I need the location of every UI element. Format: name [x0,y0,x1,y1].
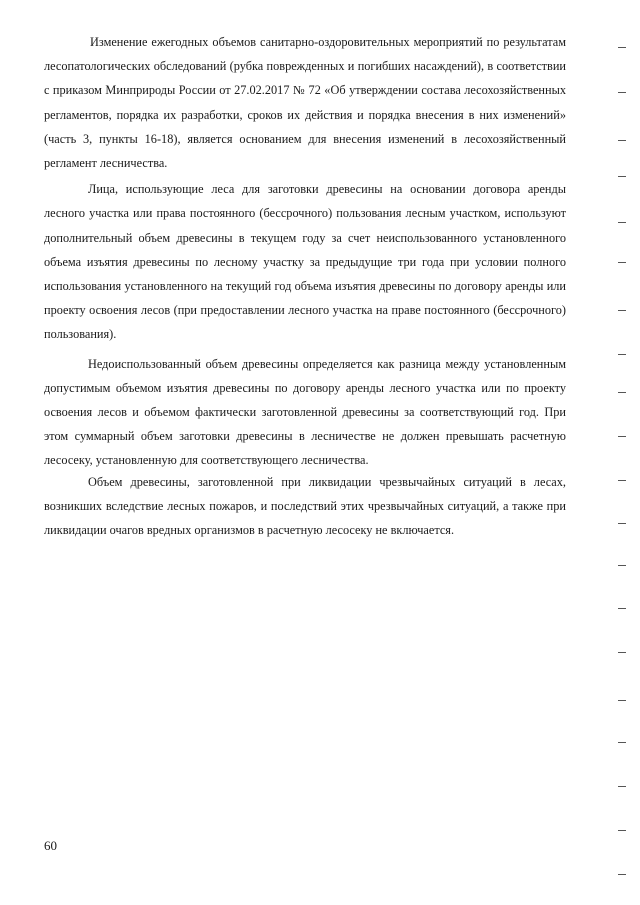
edge-mark [618,874,626,875]
scan-edge-marks [612,0,628,905]
edge-mark [618,47,626,48]
document-body [44,30,566,542]
edge-mark [618,222,626,223]
edge-mark [618,523,626,524]
edge-mark [618,392,626,393]
edge-mark [618,652,626,653]
paragraph-3: Недоиспользованный объем древесины определяется как разница между установленным допустимым объемом изъятия древесины по договору аренды лесного участка или по проекту освоения лесов и объемом фактически заготовленной древесины за соответствующий год. При этом суммарный объем заготовки древесины в лесничестве не должен превышать расчетную лесосеку, установленную для соответствующего лесничества. [44,356,566,468]
edge-mark [618,262,626,263]
edge-mark [618,310,626,311]
edge-mark [618,786,626,787]
edge-mark [618,92,626,93]
paragraph-1: Изменение ежегодных объемов санитарно-оздоровительных мероприятий по результатам лесопатологических обследований (рубка поврежденных и погибших насаждений), в соответствии с приказом Минприроды России от 27.02.2017 № 72 «Об утверждении состава лесохозяйственных регламентов, порядка их разработки, сроков их действия и порядка внесения в них изменений» (часть 3, пункты 16-18), является основанием для внесения изменений в лесохозяйственный регламент лесничества. [44,35,566,171]
paragraph-2: Лица, использующие леса для заготовки древесины на основании договора аренды лесного участка или права постоянного (бессрочного) пользования лесным участком, используют дополнительный объем древесины в текущем году за счет неиспользованного установленного объема изъятия древесины по лесному участку за предыдущие три года при условии полного использования установленного на текущий год объема изъятия древесины по договору аренды или проекту освоения лесов (при предоставлении лесного участка на праве постоянного (бессрочного) пользования). [44,182,566,342]
edge-mark [618,140,626,141]
edge-mark [618,565,626,566]
edge-mark [618,830,626,831]
edge-mark [618,354,626,355]
edge-mark [618,176,626,177]
edge-mark [618,608,626,609]
edge-mark [618,700,626,701]
paragraph-4: Объем древесины, заготовленной при ликвидации чрезвычайных ситуаций в лесах, возникших вследствие лесных пожаров, и последствий этих чрезвычайных ситуаций, а также при ликвидации очагов вредных организмов в расчетную лесосеку не включается. [44,474,566,538]
edge-mark [618,436,626,437]
page-number: 60 [44,838,57,853]
edge-mark [618,742,626,743]
edge-mark [618,480,626,481]
